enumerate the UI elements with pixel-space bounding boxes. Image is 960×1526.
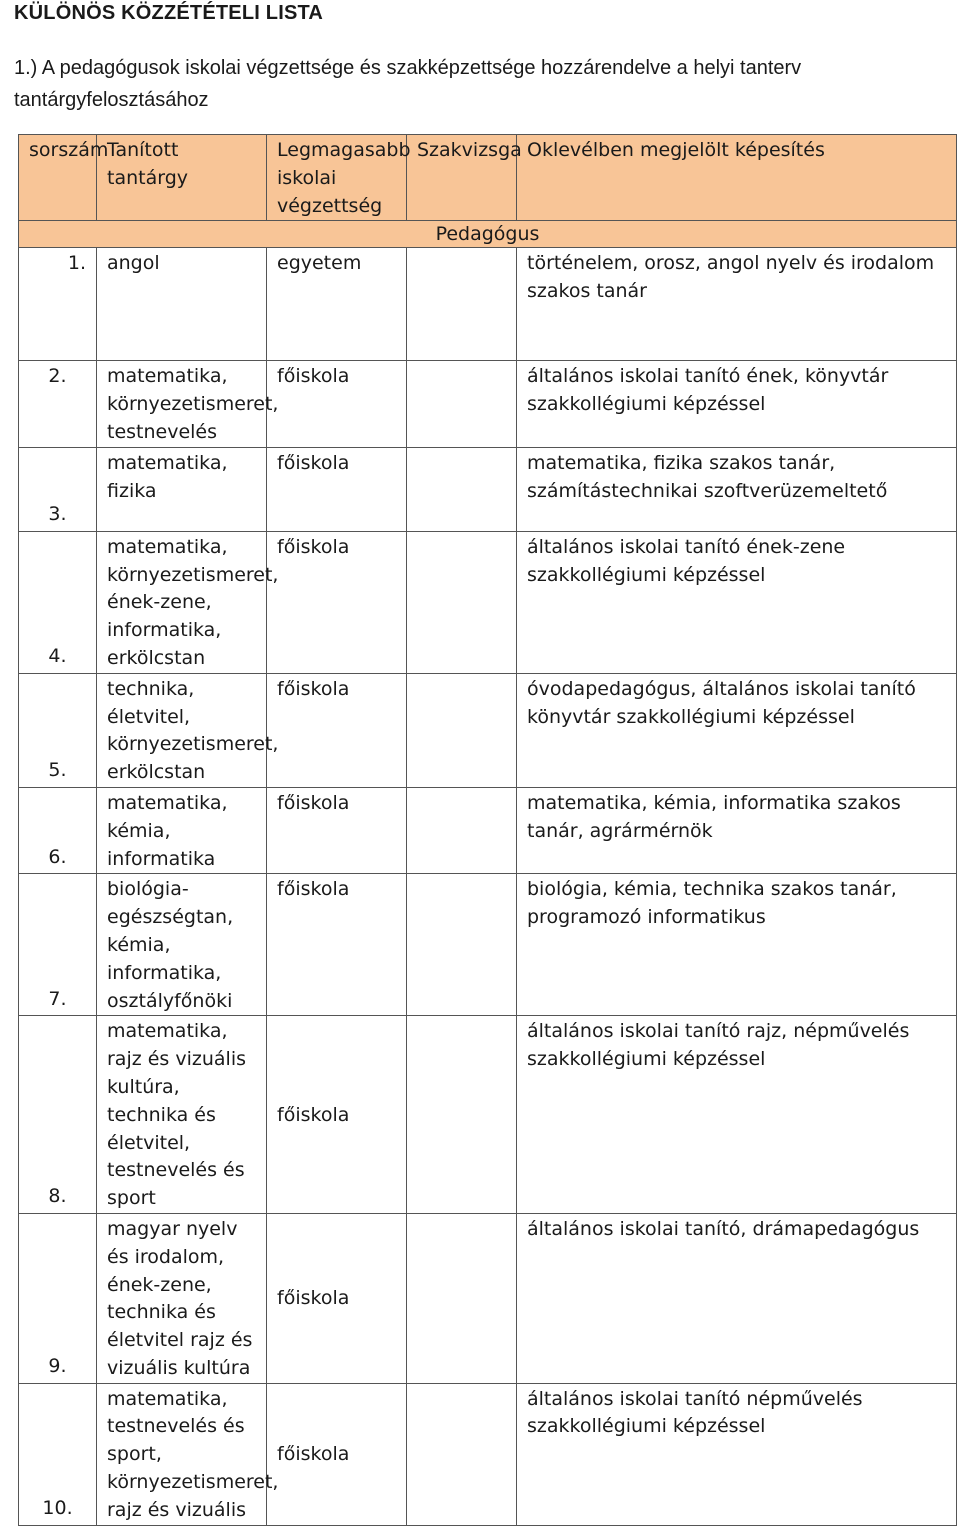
- header-sorszam: sorszám: [19, 135, 97, 221]
- table-row: [19, 361, 957, 447]
- header-pedagogus: Pedagógus: [19, 221, 957, 248]
- table-row: [19, 531, 957, 673]
- table-row: [19, 787, 957, 873]
- education-cell: főiskola: [267, 1016, 407, 1214]
- exam-cell: [407, 673, 517, 787]
- exam-cell: [407, 1383, 517, 1525]
- qualification-cell: biológia, kémia, technika szakos tanár, programozó informatikus: [517, 874, 957, 1016]
- education-cell: főiskola: [267, 673, 407, 787]
- subject-cell: matematika, rajz és vizuális kultúra, technika és életvitel, testnevelés és sport: [97, 1016, 267, 1214]
- row-number: 8.: [19, 1016, 97, 1214]
- exam-cell: [407, 1213, 517, 1383]
- row-number: 4.: [19, 531, 97, 673]
- qualification-cell: matematika, kémia, informatika szakos tanár, agrármérnök: [517, 787, 957, 873]
- row-number: 9.: [19, 1213, 97, 1383]
- row-number: 10.: [19, 1383, 97, 1525]
- table-row: [19, 1383, 957, 1525]
- header-tantargy: Tanított tantárgy: [97, 135, 267, 221]
- table-row: [19, 1016, 957, 1214]
- row-number: 2.: [19, 361, 97, 447]
- qualification-cell: matematika, fizika szakos tanár, számítástechnikai szoftverüzemeltető: [517, 447, 957, 531]
- subject-cell: angol: [97, 248, 267, 361]
- education-cell: főiskola: [267, 787, 407, 873]
- row-number: 6.: [19, 787, 97, 873]
- exam-cell: [407, 248, 517, 361]
- row-number: 5.: [19, 673, 97, 787]
- qualification-cell: általános iskolai tanító rajz, népművelés szakkollégiumi képzéssel: [517, 1016, 957, 1214]
- subject-cell: biológia-egészségtan, kémia, informatika, osztályfőnöki: [97, 874, 267, 1016]
- qualification-cell: történelem, orosz, angol nyelv és irodalom szakos tanár: [517, 248, 957, 361]
- subject-cell: magyar nyelv és irodalom, ének-zene, technika és életvitel rajz és vizuális kultúra: [97, 1213, 267, 1383]
- qualification-cell: általános iskolai tanító népművelés szakkollégiumi képzéssel: [517, 1383, 957, 1525]
- subject-cell: matematika, környezetismeret, testnevelés: [97, 361, 267, 447]
- exam-cell: [407, 787, 517, 873]
- subject-cell: matematika, testnevelés és sport, környezetismeret, rajz és vizuális: [97, 1383, 267, 1525]
- subject-cell: matematika, fizika: [97, 447, 267, 531]
- teacher-qualification-table: [18, 134, 957, 1526]
- education-cell: főiskola: [267, 447, 407, 531]
- exam-cell: [407, 361, 517, 447]
- header-szakvizsga: Szakvizsga: [407, 135, 517, 221]
- header-kepesites: Oklevélben megjelölt képesítés: [517, 135, 957, 221]
- education-cell: főiskola: [267, 361, 407, 447]
- exam-cell: [407, 874, 517, 1016]
- qualification-cell: általános iskolai tanító ének-zene szakkollégiumi képzéssel: [517, 531, 957, 673]
- page-title: KÜLÖNÖS KÖZZÉTÉTELI LISTA: [14, 2, 324, 24]
- qualification-cell: általános iskolai tanító, drámapedagógus: [517, 1213, 957, 1383]
- table-row: [19, 248, 957, 361]
- subject-cell: matematika, kémia, informatika: [97, 787, 267, 873]
- header-vegzettseg: Legmagasabb iskolai végzettség: [267, 135, 407, 221]
- row-number: 3.: [19, 447, 97, 531]
- education-cell: főiskola: [267, 874, 407, 1016]
- education-cell: főiskola: [267, 531, 407, 673]
- education-cell: főiskola: [267, 1383, 407, 1525]
- table-header-row: [19, 135, 957, 221]
- exam-cell: [407, 1016, 517, 1214]
- education-cell: főiskola: [267, 1213, 407, 1383]
- table-row: [19, 1213, 957, 1383]
- row-number: 7.: [19, 874, 97, 1016]
- education-cell: egyetem: [267, 248, 407, 361]
- subject-cell: matematika, környezetismeret, ének-zene, informatika, erkölcstan: [97, 531, 267, 673]
- row-number: 1.: [19, 248, 97, 361]
- table-row: [19, 447, 957, 531]
- exam-cell: [407, 531, 517, 673]
- table-row: [19, 673, 957, 787]
- qualification-cell: óvodapedagógus, általános iskolai tanító könyvtár szakkollégiumi képzéssel: [517, 673, 957, 787]
- table-row: [19, 874, 957, 1016]
- section-heading: 1.) A pedagógusok iskolai végzettsége és szakképzettsége hozzárendelve a helyi tanterv tantárgyfelosztásához: [14, 57, 802, 111]
- subject-cell: technika, életvitel, környezetismeret, erkölcstan: [97, 673, 267, 787]
- qualification-cell: általános iskolai tanító ének, könyvtár szakkollégiumi képzéssel: [517, 361, 957, 447]
- table-subheader-row: [19, 221, 957, 248]
- exam-cell: [407, 447, 517, 531]
